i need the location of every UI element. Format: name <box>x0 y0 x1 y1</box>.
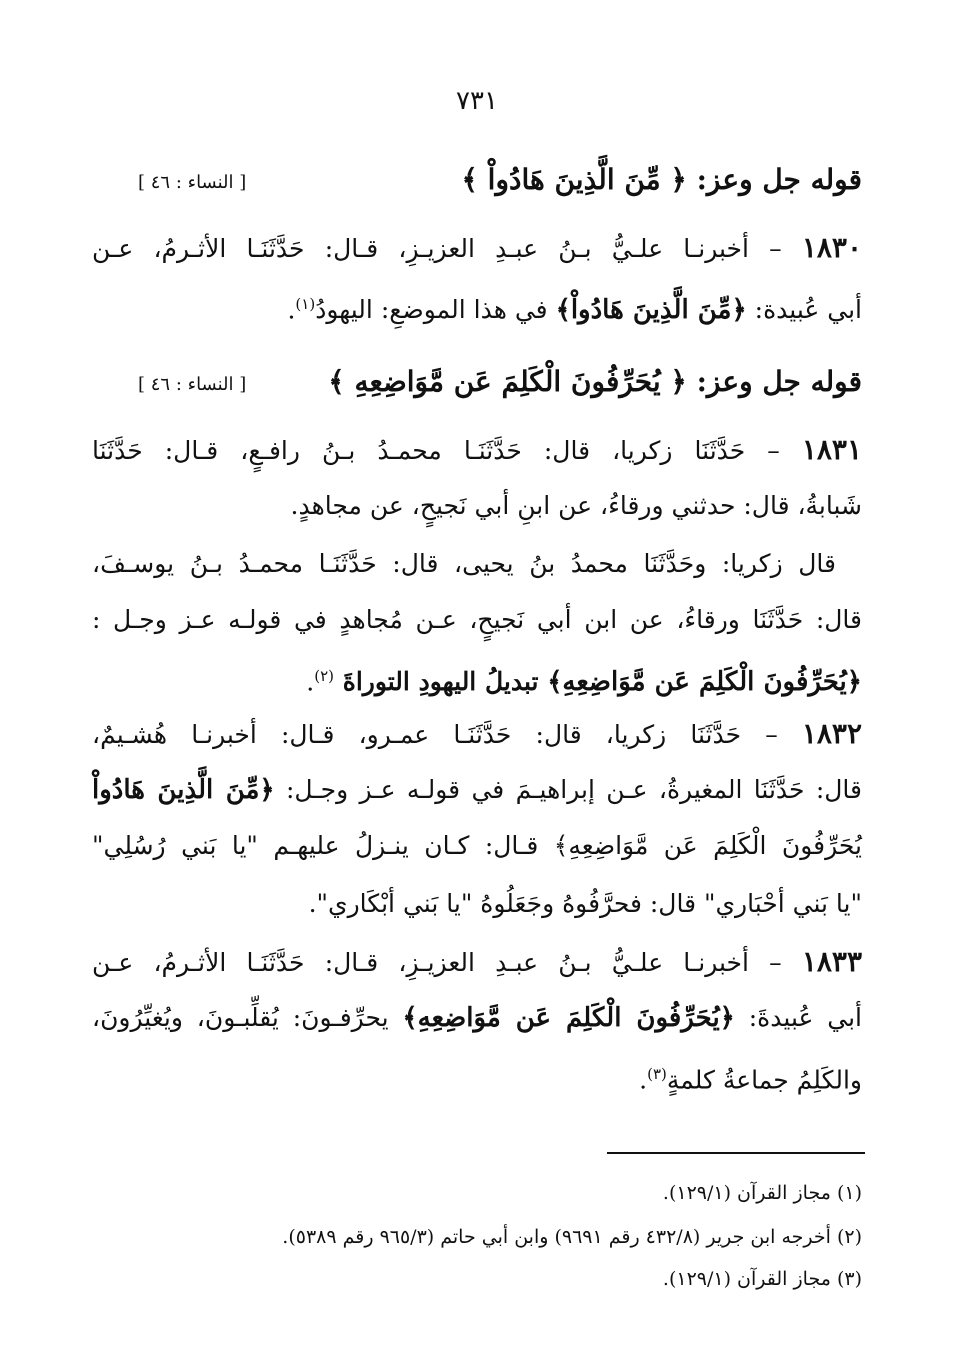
text-line <box>92 430 862 471</box>
verse-reference: [ النساء : ٤٦ ] <box>138 374 247 395</box>
hadith-number: ١٨٣٣ <box>801 945 862 978</box>
text-line <box>92 1054 862 1100</box>
line-text: – أخبرنـا علـيُّ بـنُ عبـدِ العزيـزِ، قـال: حَدَّثَنَـا الأثـرمُ، عـن <box>92 234 802 263</box>
text-line <box>92 770 862 810</box>
text-line <box>92 884 862 924</box>
line-text: شَبابةُ، قال: حدثني ورقاءُ، عن ابنِ أبي نَجيحٍ، عن مجاهدٍ. <box>290 491 862 520</box>
footnote-marker: (٣) <box>647 1065 667 1083</box>
text-line <box>92 998 862 1038</box>
text-line <box>92 826 862 866</box>
line-end: . <box>306 667 315 697</box>
footnote-divider <box>607 1152 865 1154</box>
line-text: – حَدَّثَنَا زكريا، قال: حَدَّثَنَـا محمـدُ بـنُ رافـعٍ، قـال: حَدَّثَنَا <box>92 436 802 465</box>
hadith-number: ١٨٣٠ <box>801 231 862 264</box>
line-text: "يا بَني أحْبَاري" قال: فحرَّفُوهُ وجَعَلُوهُ "يا بَني أبْكَاري". <box>308 889 862 918</box>
line-text: يُحَرِّفُونَ الْكَلِمَ عَن مَّوَاضِعِهِ﴾ قـال: كـان ينـزلُ عليهـم "يا بَني رُسُلِي" <box>92 831 862 860</box>
text-line <box>92 486 862 526</box>
line-end: . <box>639 1065 648 1095</box>
line-text: والكَلِمُ جماعةُ كلمةٍ <box>666 1065 862 1095</box>
heading-lead: قوله جل وعز: <box>696 365 862 398</box>
verse-reference: [ النساء : ٤٦ ] <box>138 172 247 193</box>
line-text: قال: حَدَّثَنَا ورقاءُ، عن ابن أبي نَجيحٍ، عـن مُجاهدٍ في قولـه عـز وجـل : <box>92 605 862 634</box>
text-line <box>92 600 862 640</box>
footnote-marker: (٢) <box>314 667 335 685</box>
text-line <box>92 714 862 755</box>
text-line <box>92 942 862 983</box>
footnote: (١) مجاز القرآن (١٢٩/١). <box>662 1182 862 1204</box>
heading-lead: قوله جل وعز: <box>696 163 862 196</box>
text-line <box>92 544 836 584</box>
footnote: (٣) مجاز القرآن (١٢٩/١). <box>662 1268 862 1290</box>
line-text: قال: حَدَّثَنَا المغيرةُ، عـن إبراهيـمَ في قولـه عـز وجـل: ﴿مِّنَ الَّذِينَ هَادُواْ <box>92 775 862 805</box>
line-text: أبي عُبيدةَ: ﴿يُحَرِّفُونَ الْكَلِمَ عَن مَّوَاضِعِهِ﴾ يحرِّفـونَ: يُقلِّبـونَ، ويُغيِّرُونَ، <box>92 1003 862 1033</box>
hadith-number: ١٨٣٢ <box>801 717 862 750</box>
footnote: (٢) أخرجه ابن جرير (٤٣٢/٨ رقم ٩٦٩١) وابن أبي حاتم (٩٦٥/٣ رقم ٥٣٨٩). <box>282 1226 862 1248</box>
page-number: ٧٣١ <box>456 86 498 116</box>
text-line <box>92 228 862 269</box>
hadith-number: ١٨٣١ <box>801 433 862 466</box>
line-text: أبي عُبيدة: ﴿مِّنَ الَّذِينَ هَادُواْ﴾ في هذا الموضعِ: اليهودُ <box>315 295 862 326</box>
line-end: . <box>287 295 296 325</box>
text-line <box>92 656 862 702</box>
heading-verse: ﴿ مِّنَ الَّذِينَ هَادُواْ ﴾ <box>461 163 687 196</box>
line-text: – أخبرنـا علـيُّ بـنُ عبـدِ العزيـزِ، قـال: حَدَّثَنَـا الأثـرمُ، عـن <box>92 948 802 977</box>
heading-verse: ﴿ يُحَرِّفُونَ الْكَلِمَ عَن مَّوَاضِعِهِ ﴾ <box>328 365 687 398</box>
text-line <box>92 284 862 330</box>
line-text: ﴿يُحَرِّفُونَ الْكَلِمَ عَن مَّوَاضِعِهِ﴾ تبديلُ اليهودِ التوراةَ <box>334 667 862 698</box>
footnote-marker: (١) <box>295 295 316 313</box>
line-text: – حَدَّثَنَا زكريا، قال: حَدَّثَنَـا عمـرو، قـال: أخبرنـا هُشـيمٌ، <box>92 720 802 749</box>
line-text: قال زكريا: وحَدَّثَنَا محمدُ بنُ يحيى، قال: حَدَّثَنَـا محمـدُ بـنُ يوسـفَ، <box>92 549 836 578</box>
